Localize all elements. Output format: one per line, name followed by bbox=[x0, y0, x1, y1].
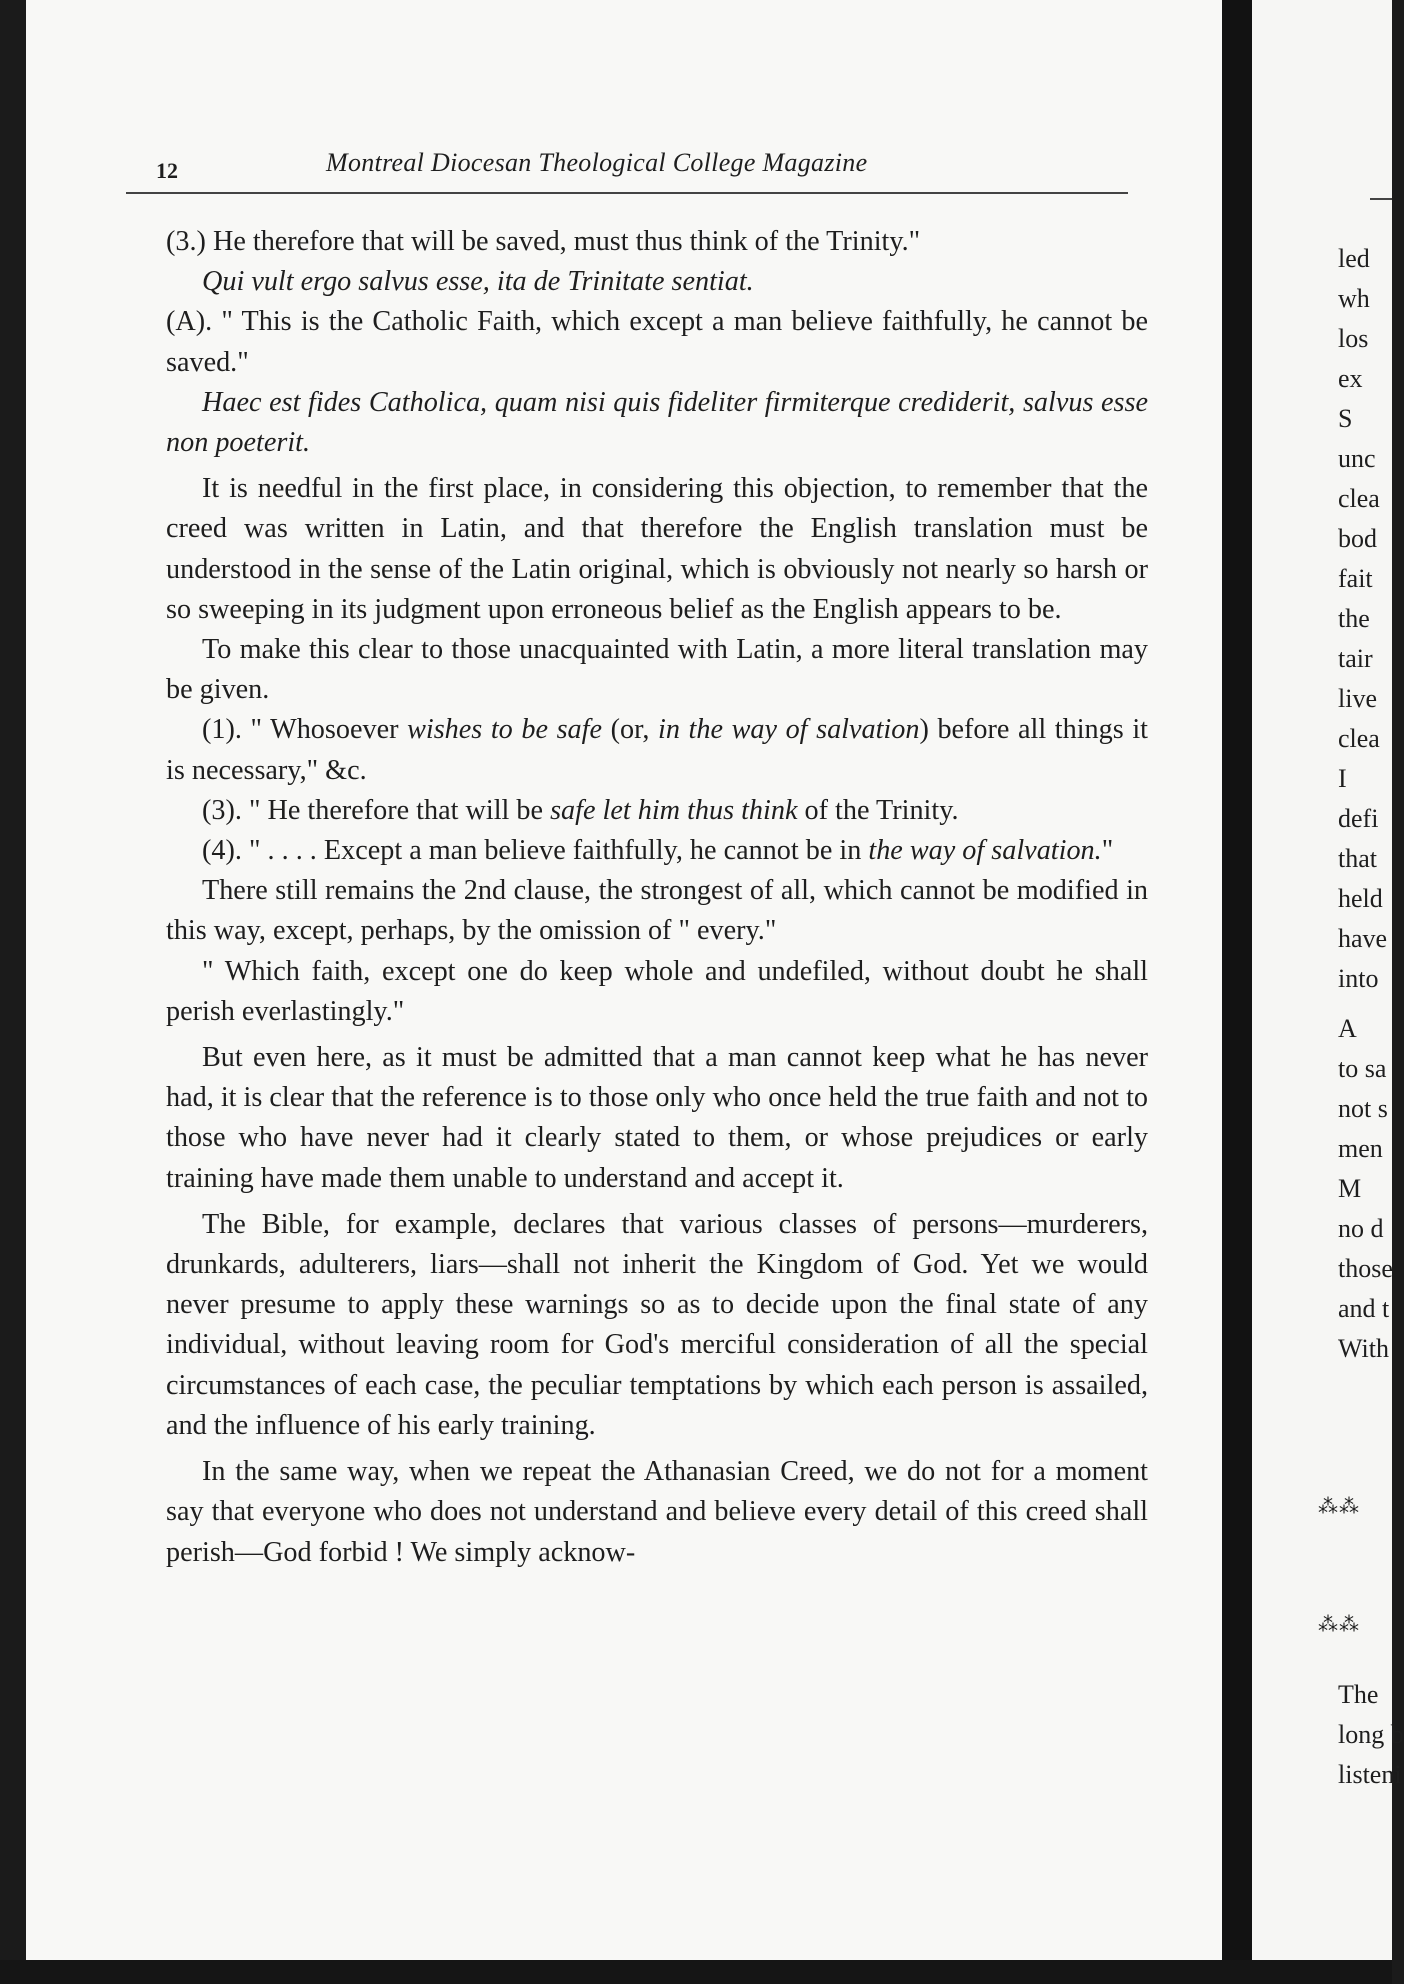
facing-page-line: fait bbox=[1338, 564, 1373, 593]
facing-page-line: M bbox=[1338, 1174, 1362, 1203]
running-title: Montreal Diocesan Theological College Magazine bbox=[326, 148, 868, 177]
facing-page-line: held bbox=[1338, 884, 1383, 913]
facing-page-line: bod bbox=[1338, 524, 1377, 553]
facing-page-rule bbox=[1370, 198, 1392, 200]
facing-page-line: With bbox=[1338, 1334, 1389, 1363]
scan-border bbox=[0, 1960, 1392, 1984]
facing-page-line: listeni bbox=[1338, 1760, 1402, 1789]
italic-text: wishes to be safe bbox=[407, 714, 602, 746]
facing-page-line: clea bbox=[1338, 484, 1380, 513]
text-run: (3.) He therefore that will be saved, must thus think of the Trinity." bbox=[166, 226, 921, 257]
paragraph bbox=[166, 710, 1148, 790]
facing-page-line: I bbox=[1338, 764, 1347, 793]
facing-page-line: tair bbox=[1338, 644, 1373, 673]
italic-text: Qui vult ergo salvus esse, ita de Trinitate sentiat. bbox=[202, 266, 754, 298]
text-run: (A). " This is the Catholic Faith, which except a man believe faithfully, he cannot be saved." bbox=[166, 306, 1148, 378]
facing-page-line: clea bbox=[1338, 724, 1380, 753]
italic-text: the way of salvation. bbox=[868, 835, 1102, 867]
facing-page-line: have bbox=[1338, 924, 1388, 953]
facing-page-line: long b bbox=[1338, 1720, 1404, 1749]
facing-page-line: los bbox=[1338, 324, 1369, 353]
page-number: 12 bbox=[156, 158, 178, 183]
paragraph bbox=[166, 630, 1148, 710]
text-run: There still remains the 2nd clause, the strongest of all, which cannot be modified in this way, except, perhaps, by the omission of " every." bbox=[166, 875, 1148, 947]
facing-page-line: S bbox=[1338, 404, 1353, 433]
text-run: It is needful in the first place, in considering this objection, to remember that the creed was written in Latin, and that therefore the English translation must be understood in the sense of the Latin original, which is obviously not nearly so harsh or so sweeping in its judgment upon erroneous belief as the English appears to be. bbox=[166, 473, 1148, 625]
text-run: (4). " . . . . Except a man believe faithfully, he cannot be in bbox=[202, 835, 869, 867]
ornament-divider: ⁂⁂ bbox=[1318, 1496, 1360, 1518]
book-gutter bbox=[1222, 0, 1252, 1984]
text-run: (or, bbox=[602, 714, 658, 746]
text-run: The Bible, for example, declares that various classes of persons—murderers, drunkards, adulterers, liars—shall not inherit the Kingdom of God. Yet we would never presume to apply these warnings so as to decide upon the final state of any individual, without leaving room for God's merciful consideration of all the special circumstances of each case, the peculiar temptations by which each person is assailed, and the influence of his early training. bbox=[166, 1208, 1148, 1441]
facing-page-line: and t bbox=[1338, 1294, 1390, 1323]
text-run: (1). " Whosoever bbox=[202, 714, 408, 746]
facing-page-line: no d bbox=[1338, 1214, 1384, 1243]
paragraph bbox=[166, 1205, 1148, 1446]
ornament-divider: ⁂⁂ bbox=[1318, 1614, 1360, 1636]
text-run: " bbox=[1101, 835, 1114, 867]
facing-page-line: led bbox=[1338, 244, 1370, 273]
facing-page-line: ex bbox=[1338, 364, 1363, 393]
paragraph bbox=[166, 302, 1148, 382]
italic-text: safe let him thus think bbox=[550, 794, 798, 826]
facing-page-line: The bbox=[1338, 1680, 1379, 1709]
page-header bbox=[126, 148, 1128, 194]
facing-page-line: A bbox=[1338, 1014, 1357, 1043]
facing-page-line: the bbox=[1338, 604, 1370, 633]
text-run: In the same way, when we repeat the Athanasian Creed, we do not for a moment say that everyone who does not understand and believe every detail of this creed shall perish—God forbid ! We simply acknow- bbox=[166, 1456, 1148, 1568]
facing-page-line: to sa bbox=[1338, 1054, 1387, 1083]
paragraph bbox=[166, 222, 1148, 262]
paragraph bbox=[166, 383, 1148, 463]
facing-page-line: defi bbox=[1338, 804, 1379, 833]
paragraph bbox=[166, 262, 1148, 302]
paragraph bbox=[166, 1038, 1148, 1199]
paragraph bbox=[166, 791, 1148, 831]
facing-page-line: unc bbox=[1338, 444, 1376, 473]
paragraph bbox=[166, 469, 1148, 630]
facing-page-line: that bbox=[1338, 844, 1377, 873]
facing-page-line: live bbox=[1338, 684, 1377, 713]
italic-text: in the way of salvation bbox=[658, 714, 920, 746]
paragraph bbox=[166, 952, 1148, 1032]
text-run: To make this clear to those unacquainted with Latin, a more literal translation may be given. bbox=[166, 634, 1148, 706]
facing-page-line: into bbox=[1338, 964, 1379, 993]
facing-page-line: not s bbox=[1338, 1094, 1388, 1123]
paragraph bbox=[166, 831, 1148, 871]
facing-page-line: wh bbox=[1338, 284, 1370, 313]
text-run: of the Trinity. bbox=[797, 794, 959, 826]
italic-text: Haec est fides Catholica, quam nisi quis fideliter firmiterque crediderit, salvus esse non poeterit. bbox=[166, 386, 1148, 459]
paragraph bbox=[166, 871, 1148, 951]
body-text bbox=[166, 222, 1148, 1573]
text-run: (3). " He therefore that will be bbox=[202, 794, 551, 826]
facing-page-line: those bbox=[1338, 1254, 1393, 1283]
text-run: But even here, as it must be admitted that a man cannot keep what he has never had, it is clear that the reference is to those only who once held the true faith and not to those who have never had it clearly stated to them, or whose prejudices or early training have made them unable to understand and accept it. bbox=[166, 1042, 1148, 1194]
paragraph bbox=[166, 1452, 1148, 1573]
facing-page-line: men bbox=[1338, 1134, 1383, 1163]
text-run: " Which faith, except one do keep whole and undefiled, without doubt he shall perish everlastingly." bbox=[166, 955, 1148, 1027]
text-run: ) before all things it is necessary," &c. bbox=[166, 714, 1148, 786]
